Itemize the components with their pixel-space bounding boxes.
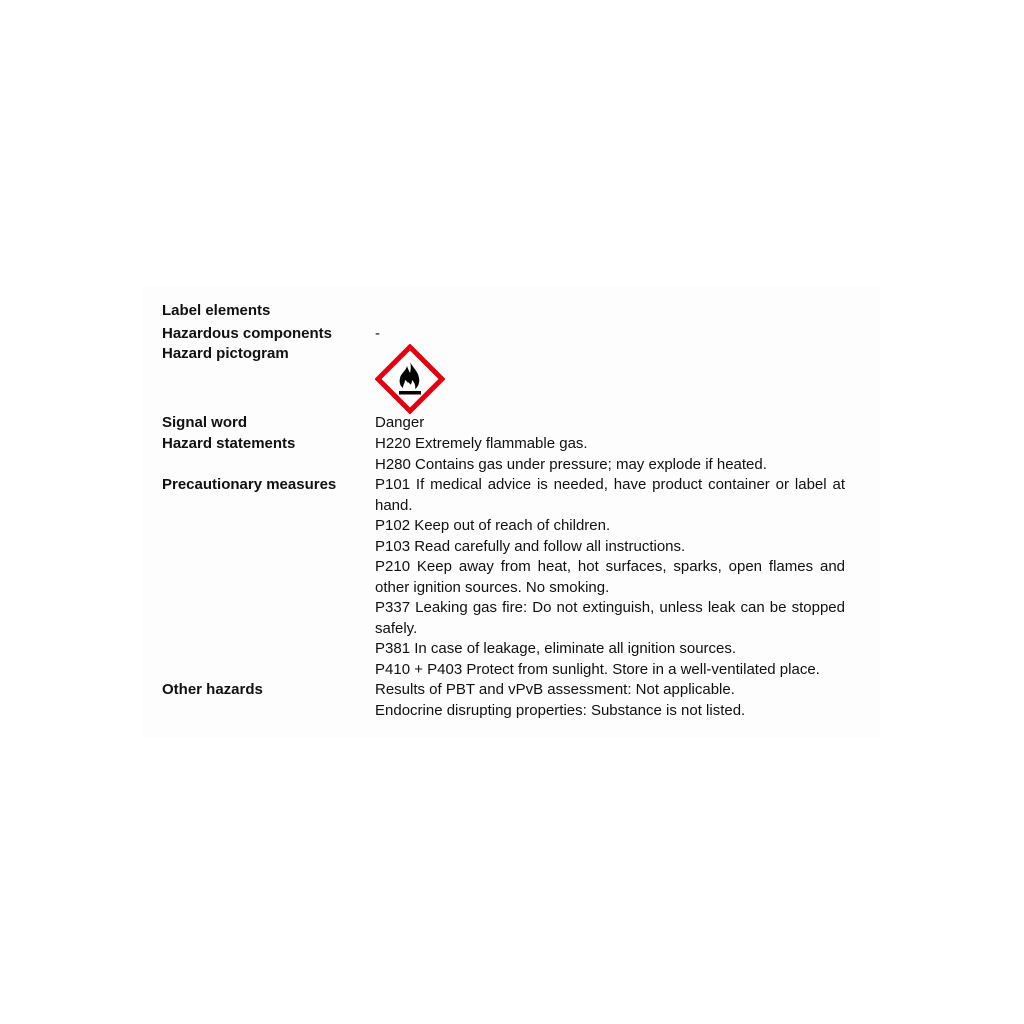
section-heading: Label elements <box>162 302 271 319</box>
precautionary-p102: P102 Keep out of reach of children. <box>375 517 611 534</box>
other-hazards-pbt: Results of PBT and vPvB assessment: Not applicable. <box>375 681 735 698</box>
other-hazards-label: Other hazards <box>162 681 263 698</box>
precautionary-p337: P337 Leaking gas fire: Do not extinguish, unless leak can be stopped safely. <box>375 599 845 637</box>
precautionary-measures-label: Precautionary measures <box>162 476 337 493</box>
signal-word-label: Signal word <box>162 414 248 431</box>
precautionary-p210: P210 Keep away from heat, hot surfaces, sparks, open flames and other ignition sources. No smoking. <box>375 558 845 596</box>
precautionary-p103: P103 Read carefully and follow all instructions. <box>375 537 686 555</box>
hazard-statement-h220: H220 Extremely flammable gas. <box>375 435 588 452</box>
hazardous-components-label: Hazardous components <box>162 325 333 342</box>
hazard-statements-label: Hazard statements <box>162 435 296 452</box>
precautionary-p101: P101 If medical advice is needed, have product container or label at hand. <box>375 476 845 514</box>
precautionary-p410-p403: P410 + P403 Protect from sunlight. Store in a well-ventilated place. <box>375 660 820 678</box>
hazard-statement-h280: H280 Contains gas under pressure; may explode if heated. <box>375 455 767 473</box>
hazardous-components-value: - <box>375 325 380 342</box>
hazard-pictogram-label: Hazard pictogram <box>162 345 289 362</box>
signal-word-value: Danger <box>375 414 425 431</box>
precautionary-p381: P381 In case of leakage, eliminate all ignition sources. <box>375 640 737 657</box>
flame-ghs02-icon <box>375 344 445 414</box>
other-hazards-endocrine: Endocrine disrupting properties: Substance is not listed. <box>375 701 746 719</box>
